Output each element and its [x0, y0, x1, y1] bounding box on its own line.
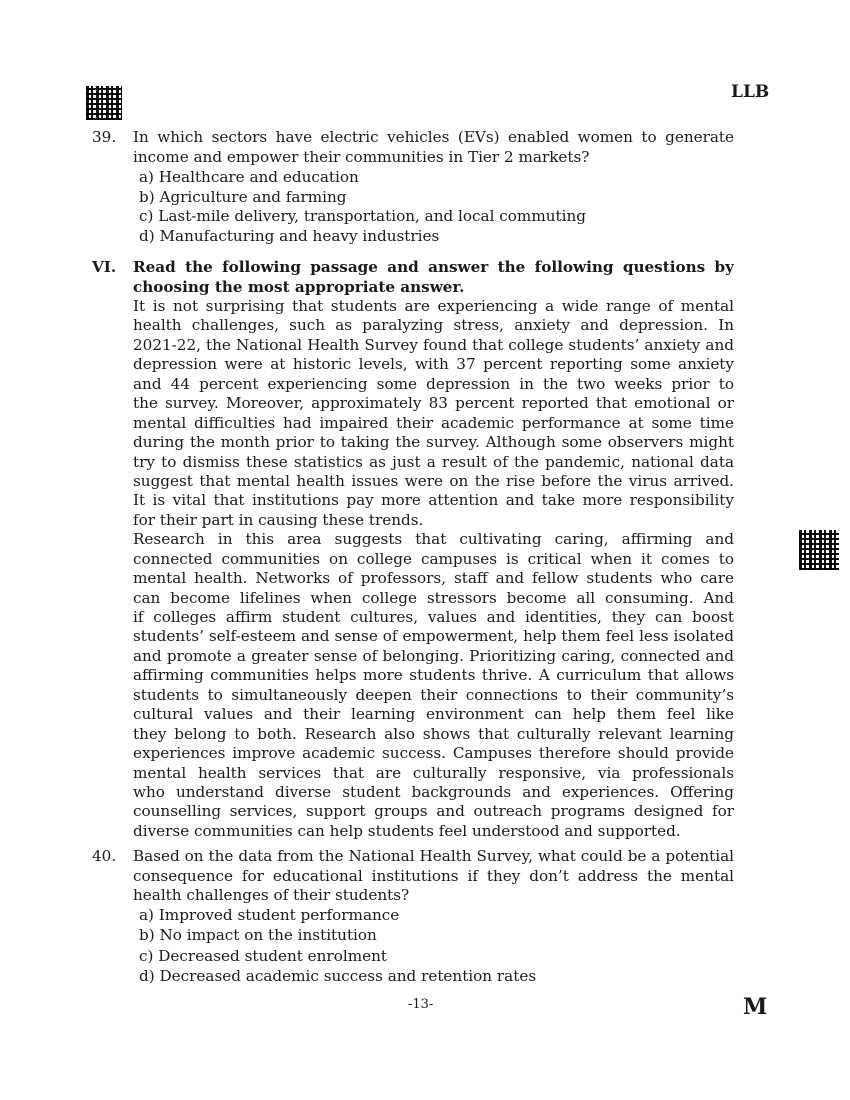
passage-line: if colleges affirm student cultures, values and identities, they can boost [133, 608, 734, 626]
datamatrix-code [86, 86, 122, 120]
question-39-number: 39. [92, 128, 117, 146]
section-number: VI. [92, 258, 117, 276]
passage-line: diverse communities can help students feel understood and supported. [133, 821, 681, 840]
question-39-text: income and empower their communities in Tier 2 markets? [133, 147, 590, 166]
passage-line: affirming communities helps more students thrive. A curriculum that allows [133, 666, 734, 685]
question-40-text: consequence for educational institutions if they don’t address the mental [133, 866, 734, 885]
passage-line: mental health services that are culturally responsive, via professionals [133, 763, 734, 782]
passage-line: counselling services, support groups and outreach programs designed for [133, 802, 734, 821]
passage-line: try to dismiss these statistics as just a result of the pandemic, national data [133, 452, 734, 471]
passage [133, 297, 734, 841]
option-d: d) Decreased academic success and retention rates [139, 967, 537, 985]
question-39-text: In which sectors have electric vehicles (EVs) enabled women to generate [133, 128, 734, 146]
passage-line: and 44 percent experiencing some depression in the two weeks prior to [133, 374, 734, 393]
option-b: b) No impact on the institution [139, 926, 377, 944]
page-number: -13- [408, 997, 434, 1012]
question-40-number: 40. [92, 847, 117, 865]
passage-line: mental difficulties had impaired their academic performance at some time [133, 413, 734, 432]
question-40-text: health challenges of their students? [133, 886, 410, 904]
option-a: a) Improved student performance [139, 906, 400, 924]
passage-line: suggest that mental health issues were on the rise before the virus arrived. [133, 471, 734, 490]
option-c: c) Decreased student enrolment [139, 946, 387, 965]
option-b: b) Agriculture and farming [139, 187, 347, 206]
passage-line: experiences improve academic success. Campuses therefore should provide [133, 744, 734, 763]
passage-line: health challenges, such as paralyzing stress, anxiety and depression. In [133, 316, 734, 335]
passage-line: for their part in causing these trends. [133, 510, 424, 529]
passage-line: students to simultaneously deepen their connections to their community’s [133, 685, 734, 704]
passage-line: and promote a greater sense of belonging. Prioritizing caring, connected and [133, 646, 734, 665]
passage-line: mental health. Networks of professors, staff and fellow students who care [133, 569, 734, 588]
passage-line: cultural values and their learning environment can help them feel like [133, 705, 734, 724]
passage-line: It is vital that institutions pay more attention and take more responsibility [133, 491, 734, 510]
option-c: c) Last-mile delivery, transportation, and local commuting [139, 207, 586, 225]
passage-line: during the month prior to taking the survey. Although some observers might [133, 433, 734, 452]
section-instruction: choosing the most appropriate answer. [133, 277, 465, 296]
passage-line: who understand diverse student backgrounds and experiences. Offering [133, 782, 734, 801]
question-40-text: Based on the data from the National Health Survey, what could be a potential [133, 847, 734, 865]
passage-line: connected communities on college campuses is critical when it comes to [133, 549, 734, 568]
passage-line: depression were at historic levels, with 37 percent reporting some anxiety [133, 355, 734, 374]
set-code: M [743, 994, 768, 1020]
passage-line: Research in this area suggests that cultivating caring, affirming and [133, 530, 734, 549]
option-d: d) Manufacturing and heavy industries [139, 226, 440, 245]
passage-line: students’ self-esteem and sense of empowerment, help them feel less isolated [133, 627, 734, 646]
passage-line: 2021-22, the National Health Survey found that college students’ anxiety and [133, 335, 734, 354]
passage-line: the survey. Moreover, approximately 83 percent reported that emotional or [133, 394, 734, 413]
passage-line: they belong to both. Research also shows that culturally relevant learning [133, 724, 734, 743]
section-instruction: Read the following passage and answer the following questions by [133, 258, 734, 276]
passage-line: can become lifelines when college stressors become all consuming. And [133, 588, 734, 607]
passage-line: It is not surprising that students are experiencing a wide range of mental [133, 297, 734, 315]
qr-code [799, 530, 839, 570]
option-a: a) Healthcare and education [139, 168, 359, 186]
paper-code: LLB [731, 82, 770, 102]
